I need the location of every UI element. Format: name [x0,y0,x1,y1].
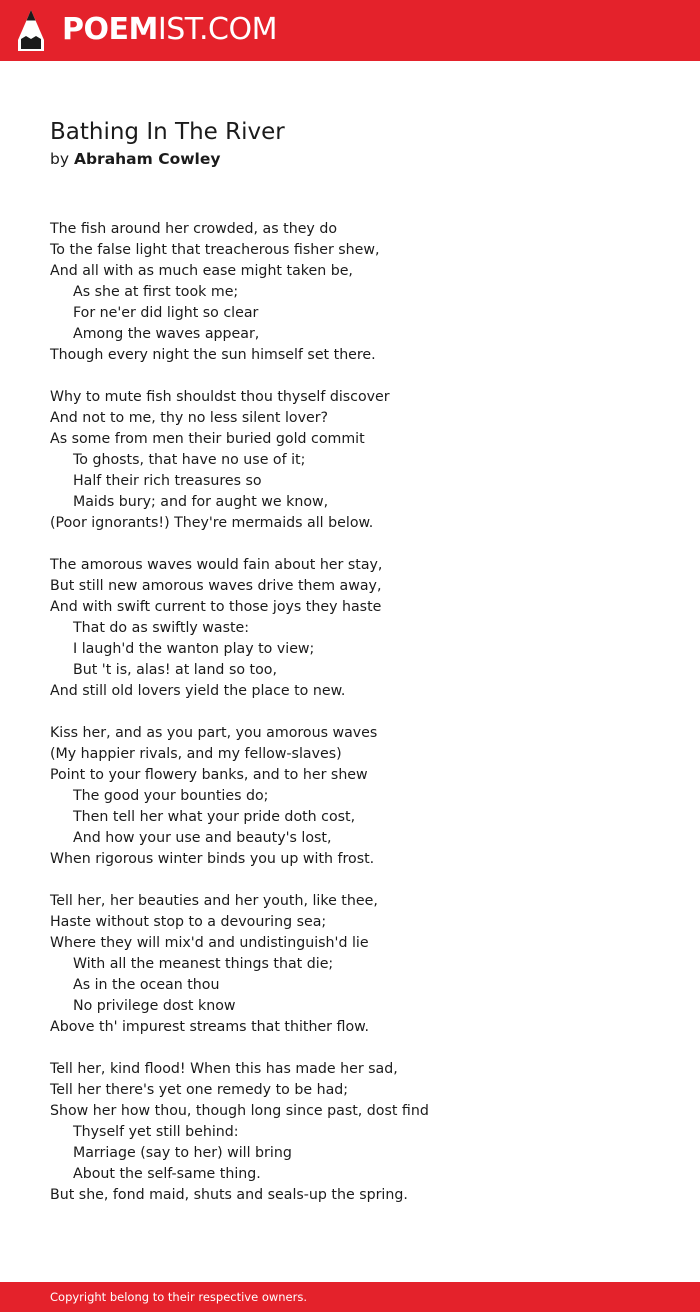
poem-line: That do as swiftly waste: [73,620,250,636]
brand-name-light: IST.COM [157,12,277,47]
poem-stanza [50,723,670,870]
poem-stanza [50,387,670,534]
poem-line: Above th' impurest streams that thither flow. [50,1019,369,1035]
poem-line: And with swift current to those joys they haste [50,599,382,615]
poem-line: I laugh'd the wanton play to view; [73,641,315,657]
pencil-icon[interactable] [18,10,44,51]
poem-line: No privilege dost know [73,998,236,1014]
poem-line: As some from men their buried gold commit [50,431,365,447]
poem-body [50,219,670,1227]
poem-stanza [50,555,670,702]
poem-line: Then tell her what your pride doth cost, [73,809,356,825]
poem-line: With all the meanest things that die; [73,956,334,972]
poem-line: Marriage (say to her) will bring [73,1145,292,1161]
poem-line: The fish around her crowded, as they do [50,221,338,237]
poem-line: Point to your flowery banks, and to her shew [50,767,368,783]
poem-line: Maids bury; and for aught we know, [73,494,329,510]
poem-stanza [50,891,670,1038]
poem-line: And all with as much ease might taken be, [50,263,353,279]
by-label: by [50,150,70,168]
poem-line: Though every night the sun himself set there. [50,347,376,363]
poem-line: And still old lovers yield the place to new. [50,683,346,699]
poem-title: Bathing In The River [50,119,285,145]
poem-byline [50,149,220,169]
poem-line: And how your use and beauty's lost, [73,830,332,846]
author-name[interactable]: Abraham Cowley [73,150,221,168]
poem-line: To ghosts, that have no use of it; [73,452,306,468]
site-header [0,0,700,61]
poem-line: Tell her there's yet one remedy to be had; [50,1082,349,1098]
poem-line: Where they will mix'd and undistinguish'd lie [50,935,369,951]
poem-line: The good your bounties do; [73,788,269,804]
poem-line: Haste without stop to a devouring sea; [50,914,327,930]
poem-line: Thyself yet still behind: [73,1124,239,1140]
poem-line: About the self-same thing. [73,1166,261,1182]
poem-line: To the false light that treacherous fisher shew, [50,242,380,258]
poem-line: Kiss her, and as you part, you amorous waves [50,725,378,741]
poem-line: The amorous waves would fain about her stay, [50,557,383,573]
site-logo[interactable] [62,12,277,48]
poem-line: But 't is, alas! at land so too, [73,662,277,678]
poem-stanza [50,1059,670,1206]
poem-line: For ne'er did light so clear [73,305,259,321]
poem-line: (Poor ignorants!) They're mermaids all below. [50,515,374,531]
poem-line: Show her how thou, though long since past, dost find [50,1103,429,1119]
poem-line: And not to me, thy no less silent lover? [50,410,329,426]
poem-line: As in the ocean thou [73,977,220,993]
copyright-notice: Copyright belong to their respective owners. [50,1290,308,1304]
poem-line: Among the waves appear, [73,326,260,342]
poem-line: As she at first took me; [73,284,239,300]
site-footer [0,1282,700,1312]
poem-line: Why to mute fish shouldst thou thyself discover [50,389,390,405]
brand-name-bold: POEM [62,12,158,47]
poem-line: Tell her, kind flood! When this has made her sad, [50,1061,398,1077]
poem-line: But she, fond maid, shuts and seals-up the spring. [50,1187,408,1203]
poem-line: When rigorous winter binds you up with frost. [50,851,375,867]
poem-line: But still new amorous waves drive them away, [50,578,382,594]
poem-line: Tell her, her beauties and her youth, like thee, [50,893,378,909]
poem-stanza [50,219,670,366]
poem-line: Half their rich treasures so [73,473,262,489]
poem-line: (My happier rivals, and my fellow-slaves) [50,746,342,762]
